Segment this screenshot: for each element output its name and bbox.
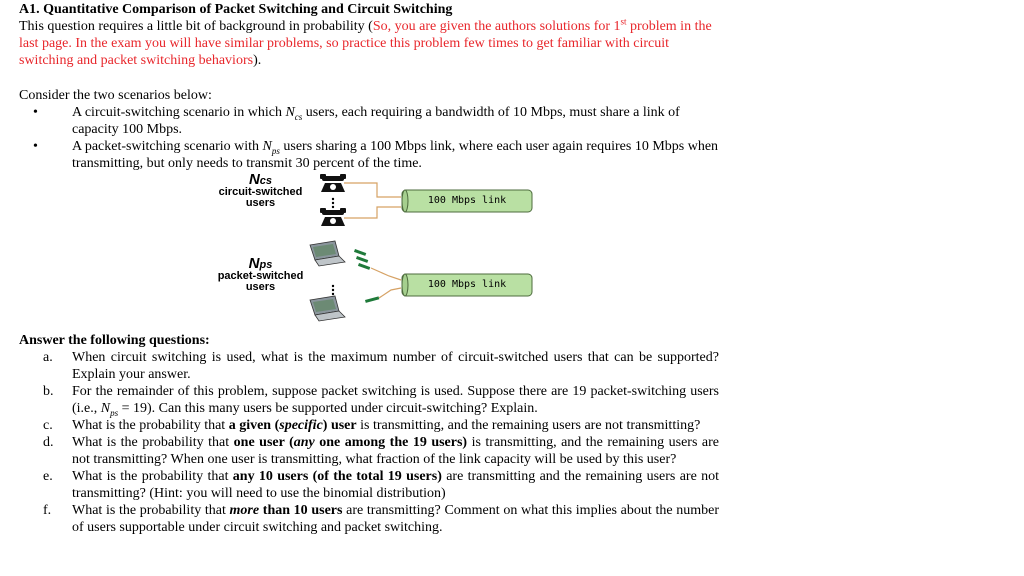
intro-red-note: So, you are given the authors solutions for 1st problem in the last page. In the exam you will have similar problems, so practice this problem few times to get familiar with circuit switching and packet switching behaviors xyxy=(19,16,712,68)
question-title: A1. Quantitative Comparison of Packet Switching and Circuit Switching xyxy=(19,2,453,17)
phone-icon xyxy=(320,174,346,192)
circuit-wires xyxy=(344,183,401,218)
scenario-list xyxy=(19,104,719,172)
answer-heading: Answer the following questions: xyxy=(19,333,210,348)
packet-wire xyxy=(371,268,401,298)
packet-link-label: 100 Mbps link xyxy=(427,279,507,290)
intro-paragraph: This question requires a little bit of background in probability (So, you are given the authors solutions for 1st problem in the last page. In the exam you will have similar problems, so practice this problem few times to get familiar with circuit switching and packet switching behaviors). xyxy=(19,16,712,68)
question-a: a. When circuit switching is used, what is the maximum number of circuit-switched users that can be supported? Explain your answer. xyxy=(43,350,719,382)
network-diagram xyxy=(19,172,719,332)
document-page xyxy=(19,0,719,536)
scenario-circuit: • A circuit-switching scenario in which $N_{cs}$ users, each requiring a bandwidth of 10 Mbps, must share a link of capacity 100 Mbps. xyxy=(33,105,680,137)
question-list xyxy=(19,349,719,536)
question-b: b. For the remainder of this problem, suppose packet switching is used. Suppose there are 19 packet-switching users (i.e., $N_{ps} = 19$). Can this many users be supported under circuit-switching? Explain. xyxy=(43,384,719,418)
packet-arrows-icon xyxy=(354,249,379,303)
question-c: c. What is the probability that a given (specific) user is transmitting, and the remaining users are not transmitting? xyxy=(43,418,701,433)
scenario-packet: • A packet-switching scenario with $N_{ps}$ users sharing a 100 Mbps link, where each user again requires 10 Mbps when transmitting, but only needs to transmit 30 percent of the time. xyxy=(33,139,719,171)
packet-users-label: Nps packet-switched users xyxy=(217,255,304,293)
diagram-graphic xyxy=(19,172,719,332)
phone-icon xyxy=(320,208,346,226)
circuit-users-label: Ncs circuit-switched users xyxy=(218,171,303,209)
question-f: f. What is the probability that more than 10 users are transmitting? Comment on what this implies about the number of users supportable under circuit switching and packet switching. xyxy=(43,503,719,535)
question-d: d. What is the probability that one user (any one among the 19 users) is transmitting, and the remaining users are not transmitting? When one user is transmitting, what fraction of the link capacity will be used by this user? xyxy=(43,435,719,467)
circuit-link-label: 100 Mbps link xyxy=(427,195,507,206)
laptop-icon xyxy=(310,296,345,321)
consider-heading: Consider the two scenarios below: xyxy=(19,88,212,103)
question-e: e. What is the probability that any 10 users (of the total 19 users) are transmitting and the remaining users are not transmitting? (Hint: you will need to use the binomial distribution) xyxy=(43,469,719,501)
intro-text: This question requires a little bit of background in probability ( xyxy=(19,19,373,34)
